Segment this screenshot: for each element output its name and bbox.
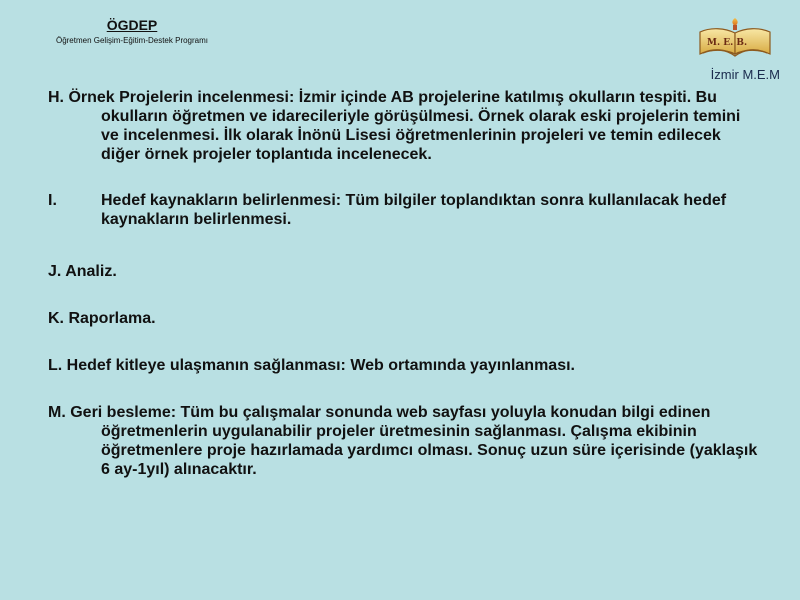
list-item-m: M. Geri besleme: Tüm bu çalışmalar sonunda web sayfası yoluyla konudan bilgi edinen öğretmenlerin uygulanabilir projeler üretmesinin sağlanması. Çalışma ekibinin öğretmenlere proje hazırlamada yardımcı olması. Sonuç uzun süre içerisinde (yaklaşık 6 ay-1yıl) alınacaktır. [48,404,758,478]
logo-text: M. E. B. [707,38,748,48]
meb-book-logo-icon [696,14,774,60]
list-item-i-text: Hedef kaynakların belirlenmesi: Tüm bilgiler toplandıktan sonra kullanılacak hedef kaynakların belirlenmesi. [101,192,727,228]
list-item-k: K. Raporlama. [48,310,156,327]
list-item-i [48,191,760,229]
list-marker-i: I. [48,192,57,209]
city-label: İzmir M.E.M [710,67,780,82]
list-item-j: J. Analiz. [48,263,117,280]
slide-content [48,88,760,479]
program-title: ÖGDEP [106,17,158,33]
list-item-h: H. Örnek Projelerin incelenmesi: İzmir içinde AB projelerine katılmış okulların tespiti. Bu okulların öğretmen ve idarecileriyle görüşülmesi. Örnek olarak eski projelerin temini ve incelenmesi. İlk olarak İnönü Lisesi öğretmenlerinin projeleri ve temin edilecek diğer örnek projeler toplantıda incelenecek. [48,89,741,163]
list-item-l: L. Hedef kitleye ulaşmanın sağlanması: Web ortamında yayınlanması. [48,357,575,374]
program-subtitle: Öğretmen Gelişim-Eğitim-Destek Programı [55,36,209,45]
program-header [42,16,222,47]
